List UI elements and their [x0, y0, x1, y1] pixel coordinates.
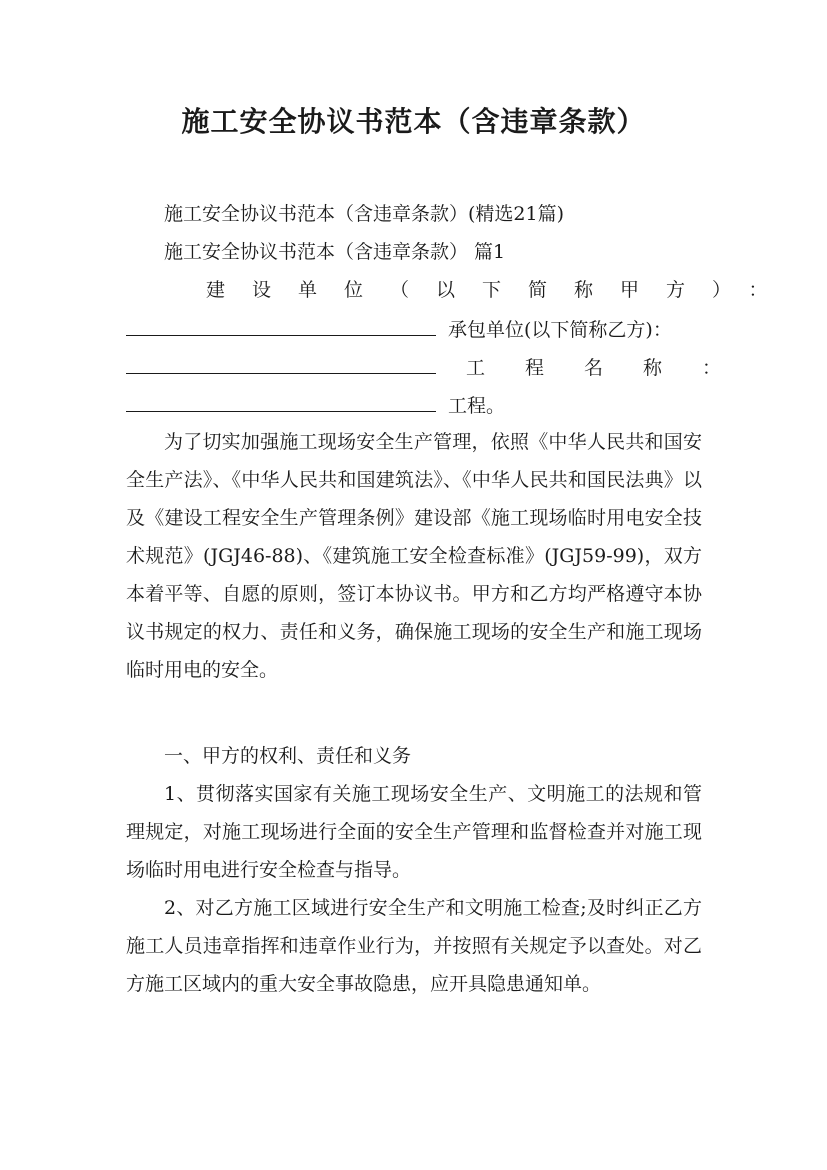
project-suffix: 工程。: [448, 395, 506, 417]
party-b-row: [126, 309, 702, 349]
party-a-text: 建设单位（以下简称甲方）：: [206, 279, 795, 301]
party-a-blank[interactable]: [126, 309, 436, 336]
item-1: 1、贯彻落实国家有关施工现场安全生产、文明施工的法规和管理规定，对施工现场进行全面的安全生产管理和监督检查并对施工现场临时用电进行安全检查与指导。: [126, 783, 702, 881]
document-subtitle: 施工安全协议书范本（含违章条款）(精选21篇): [164, 203, 565, 225]
document-title: 施工安全协议书范本（含违章条款）: [181, 105, 646, 138]
project-name-label: 工程名称：: [466, 357, 762, 379]
project-name-row: [126, 347, 762, 387]
item-2: 2、对乙方施工区域进行安全生产和文明施工检查;及时纠正乙方施工人员违章指挥和违章作业行为，并按照有关规定予以查处。对乙方施工区域内的重大安全事故隐患，应开具隐患通知单。: [126, 897, 702, 995]
intro-paragraph: 为了切实加强施工现场安全生产管理，依照《中华人民共和国安全生产法》、《中华人民共和国建筑法》、《中华人民共和国民法典》以及《建设工程安全生产管理条例》建设部《施工现场临时用电安全技术规范》(JGJ46-88)、《建筑施工安全检查标准》(JGJ59-99)，双方本着平等、自愿的原则，签订本协议书。甲方和乙方均严格遵守本协议书规定的权力、责任和义务，确保施工现场的安全生产和施工现场临时用电的安全。: [126, 431, 702, 681]
party-a-row: [126, 271, 795, 309]
project-row: [126, 385, 702, 425]
party-a-label: [206, 271, 795, 309]
party-b-blank[interactable]: [126, 347, 436, 374]
project-name-blank[interactable]: [126, 385, 436, 412]
heading-one: 一、甲方的权利、责任和义务: [164, 745, 412, 767]
party-b-label: 承包单位(以下简称乙方)：: [448, 319, 672, 341]
section-heading: 施工安全协议书范本（含违章条款） 篇1: [164, 241, 506, 263]
